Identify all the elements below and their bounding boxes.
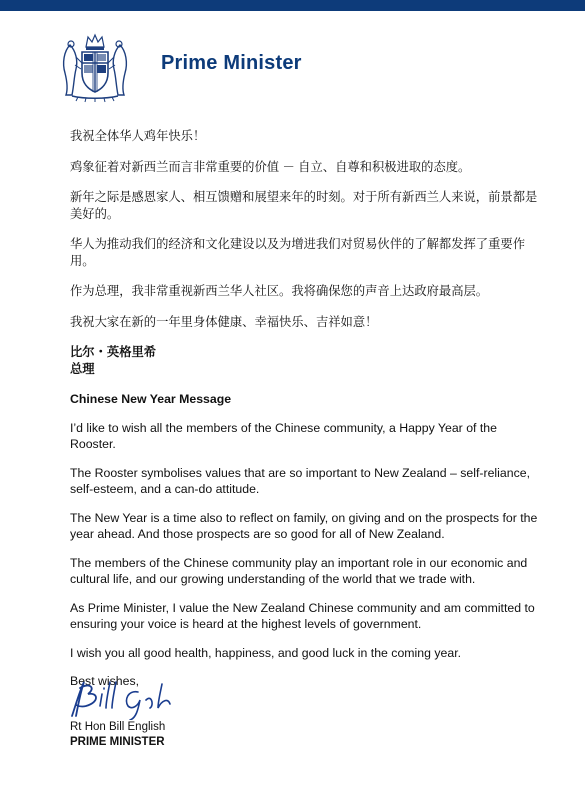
chinese-signatory-title: 总理 bbox=[70, 361, 95, 376]
letter-body bbox=[70, 128, 540, 702]
english-paragraph: The members of the Chinese community play an important role in our economic and cultural life, and our growing understanding of the world that we trade with. bbox=[70, 555, 528, 586]
chinese-paragraph: 鸡象征着对新西兰而言非常重要的价值 － 自立、自尊和积极进取的态度。 bbox=[70, 159, 471, 174]
signatory-name: Rt Hon Bill English bbox=[70, 721, 166, 733]
chinese-paragraph: 华人为推动我们的经济和文化建设以及为增进我们对贸易伙伴的了解都发挥了重要作用。 bbox=[70, 237, 525, 268]
signatory-title: PRIME MINISTER bbox=[70, 736, 165, 748]
english-heading: Chinese New Year Message bbox=[70, 392, 232, 406]
english-paragraph: The New Year is a time also to reflect on family, on giving and on the prospects for the year ahead. And those prospects are so good for all of New Zealand. bbox=[70, 510, 538, 541]
closing-salutation: Best wishes, bbox=[70, 674, 140, 688]
english-paragraph: I wish you all good health, happiness, and good luck in the coming year. bbox=[70, 645, 462, 660]
chinese-paragraph: 我祝全体华人鸡年快乐！ bbox=[70, 129, 206, 143]
english-paragraph: The Rooster symbolises values that are so important to New Zealand – self-reliance, self-esteem, and a can-do attitude. bbox=[70, 465, 530, 496]
handwritten-signature bbox=[66, 676, 206, 720]
letterhead-top-bar bbox=[0, 0, 585, 11]
english-paragraph: As Prime Minister, I value the New Zealand Chinese community and am committed to ensuring your voice is heard at the highest levels of government. bbox=[70, 600, 535, 631]
chinese-paragraph: 新年之际是感恩家人、相互馈赠和展望来年的时刻。对于所有新西兰人来说，前景都是美好的。 bbox=[70, 190, 538, 221]
chinese-paragraph: 作为总理，我非常重视新西兰华人社区。我将确保您的声音上达政府最高层。 bbox=[70, 284, 489, 298]
chinese-signatory-name: 比尔・英格里希 bbox=[70, 345, 157, 359]
letterhead-office-title: Prime Minister bbox=[161, 52, 302, 74]
new-zealand-coat-of-arms-icon bbox=[56, 33, 134, 103]
english-paragraph: I’d like to wish all the members of the Chinese community, a Happy Year of the Rooster. bbox=[70, 420, 497, 451]
chinese-paragraph: 我祝大家在新的一年里身体健康、幸福快乐、吉祥如意！ bbox=[70, 314, 378, 329]
